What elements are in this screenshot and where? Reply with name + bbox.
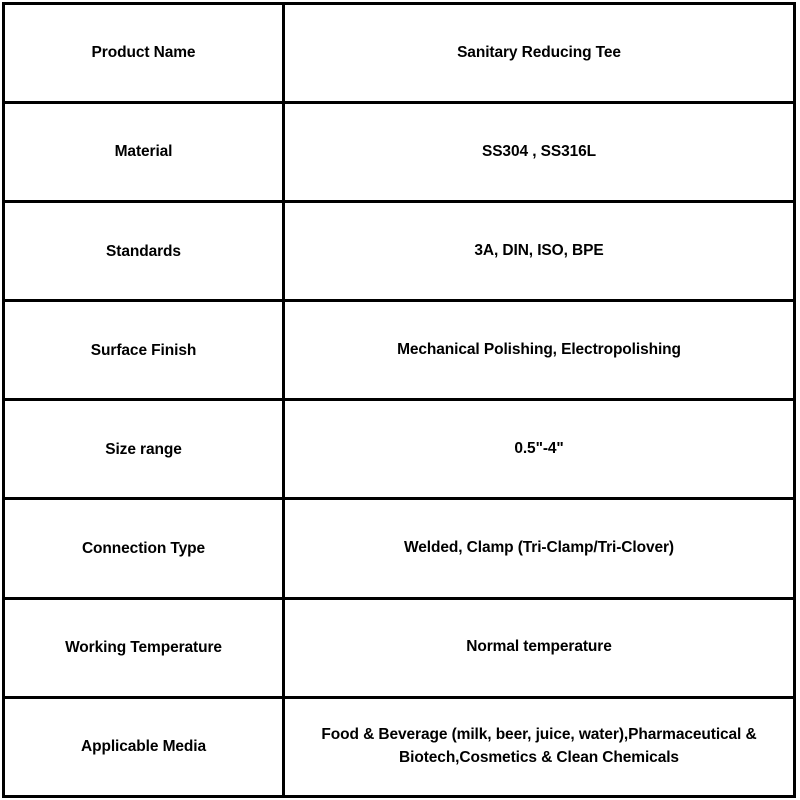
spec-value-material: SS304 , SS316L (284, 103, 795, 202)
spec-label-product-name: Product Name (4, 4, 284, 103)
table-row (4, 4, 795, 103)
spec-value-applicable-media (284, 697, 795, 796)
spec-value-surface-finish: Mechanical Polishing, Electropolishing (284, 301, 795, 400)
spec-value-size-range: 0.5"-4" (284, 400, 795, 499)
spec-label-surface-finish: Surface Finish (4, 301, 284, 400)
table-row (4, 202, 795, 301)
spec-value-product-name: Sanitary Reducing Tee (284, 4, 795, 103)
table-row (4, 103, 795, 202)
spec-label-working-temperature: Working Temperature (4, 598, 284, 697)
spec-label-standards: Standards (4, 202, 284, 301)
spec-table-body (4, 4, 795, 797)
spec-label-material: Material (4, 103, 284, 202)
table-row (4, 697, 795, 796)
spec-label-applicable-media: Applicable Media (4, 697, 284, 796)
spec-label-connection-type: Connection Type (4, 499, 284, 598)
spec-value-applicable-media-line-2: Biotech,Cosmetics & Clean Chemicals (399, 748, 679, 766)
table-row (4, 598, 795, 697)
table-row (4, 400, 795, 499)
product-specification-table (2, 2, 796, 798)
spec-value-standards: 3A, DIN, ISO, BPE (284, 202, 795, 301)
spec-value-connection-type: Welded, Clamp (Tri-Clamp/Tri-Clover) (284, 499, 795, 598)
spec-value-applicable-media-line-1: Food & Beverage (milk, beer, juice, water),Pharmaceutical & (321, 726, 757, 744)
table-row (4, 301, 795, 400)
spec-label-size-range: Size range (4, 400, 284, 499)
spec-value-working-temperature: Normal temperature (284, 598, 795, 697)
table-row (4, 499, 795, 598)
